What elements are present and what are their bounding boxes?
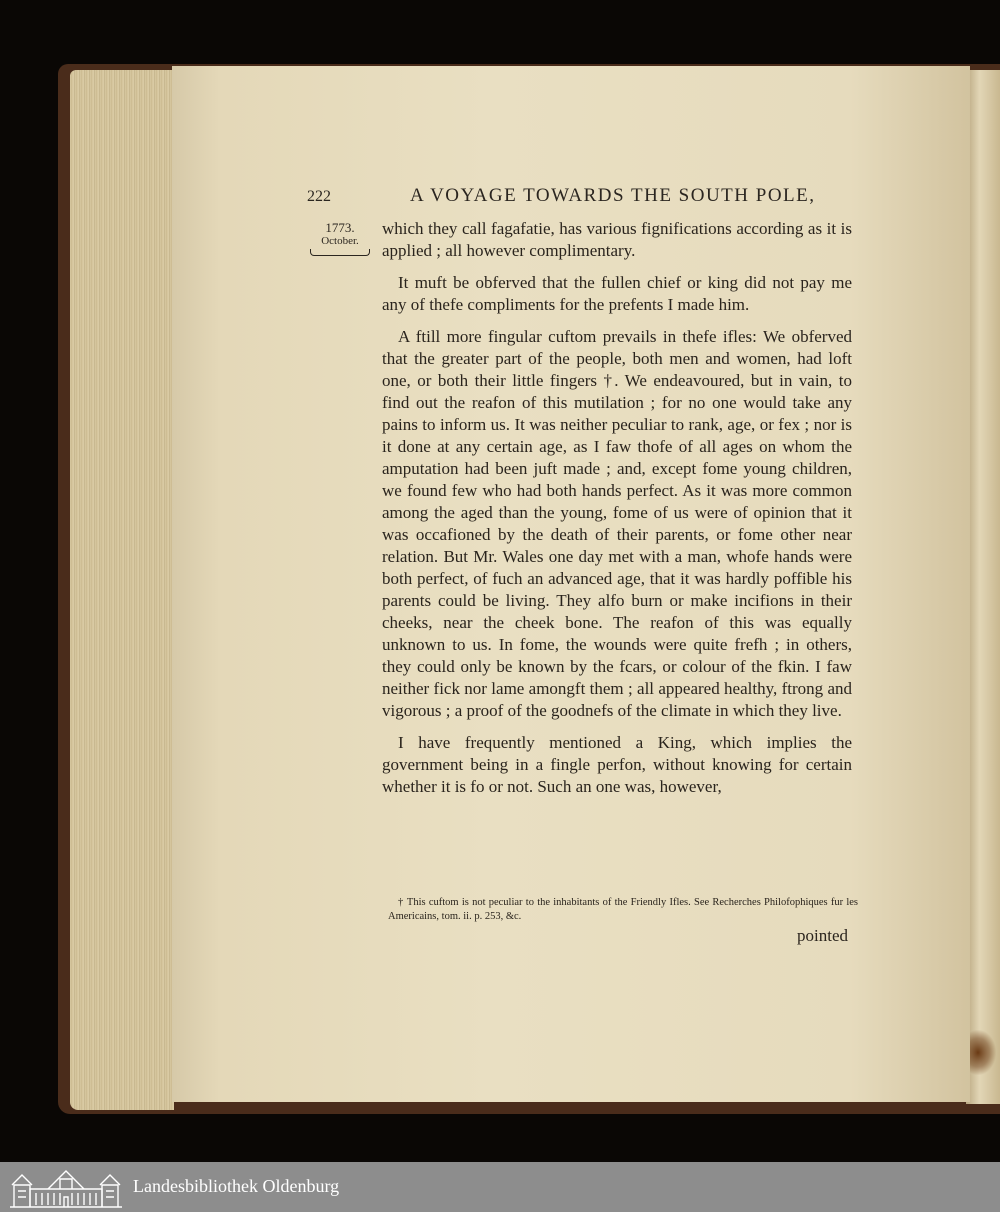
body-text <box>382 218 852 808</box>
facing-page-edge <box>966 70 1000 1104</box>
margin-month: October. <box>321 235 359 247</box>
paragraph-3: A ftill more fingular cuftom prevails in thefe ifles: We obferved that the greater part of the people, both men and women, had loft one, or both their little fingers †. We endeavoured, but in vain, to find out the reafon of this mutilation ; for no one would take any pains to inform us. It was neither peculiar to rank, age, or fex ; nor is it done at any certain age, as I faw thofe of all ages on whom the amputation had been juft made ; and, except fome young children, we found few who had both hands perfect. As it was more common among the aged than the young, fome of us were of opinion that it was occafioned by the death of their parents, or fome other near relation. But Mr. Wales one day met with a man, whofe hands were both perfect, of fuch an advanced age, that it was hardly poffible his parents could be living. They alfo burn or make incifions in their cheeks, near the cheek bone. The reafon of this was equally unknown to us. In fome, the wounds were quite frefh ; in others, they could only be known by the fcars, or colour of the fkin. I faw neither fick nor lame amongft them ; all appeared healthy, ftrong and vigorous ; a proof of the goodnefs of the climate in which they live. <box>382 327 852 720</box>
page-edges <box>70 70 174 1110</box>
margin-note <box>310 221 370 256</box>
page-number: 222 <box>307 188 331 205</box>
paragraph-2: It muft be obferved that the fullen chief or king did not pay me any of thefe compliments for the prefents I made him. <box>382 273 852 314</box>
footnote: † This cuftom is not peculiar to the inhabitants of the Friendly Ifles. See Recherches Philofophiques fur les Americains, tom. ii. p. 253, &c. <box>388 897 858 922</box>
margin-brace <box>310 249 370 256</box>
footer-bar <box>0 1162 1000 1212</box>
paragraph-4: I have frequently mentioned a King, which implies the government being in a fingle perfon, without knowing for certain whether it is fo or not. Such an one was, however, <box>382 733 852 796</box>
catchword: pointed <box>797 926 848 945</box>
library-name[interactable]: Landesbibliothek Oldenburg <box>133 1176 340 1196</box>
running-head: A VOYAGE TOWARDS THE SOUTH POLE, <box>410 185 816 206</box>
library-building-icon[interactable] <box>8 1165 124 1209</box>
paragraph-1: which they call fagafatie, has various fignifications according as it is applied ; all however complimentary. <box>382 219 852 260</box>
margin-year: 1773. <box>325 220 355 235</box>
